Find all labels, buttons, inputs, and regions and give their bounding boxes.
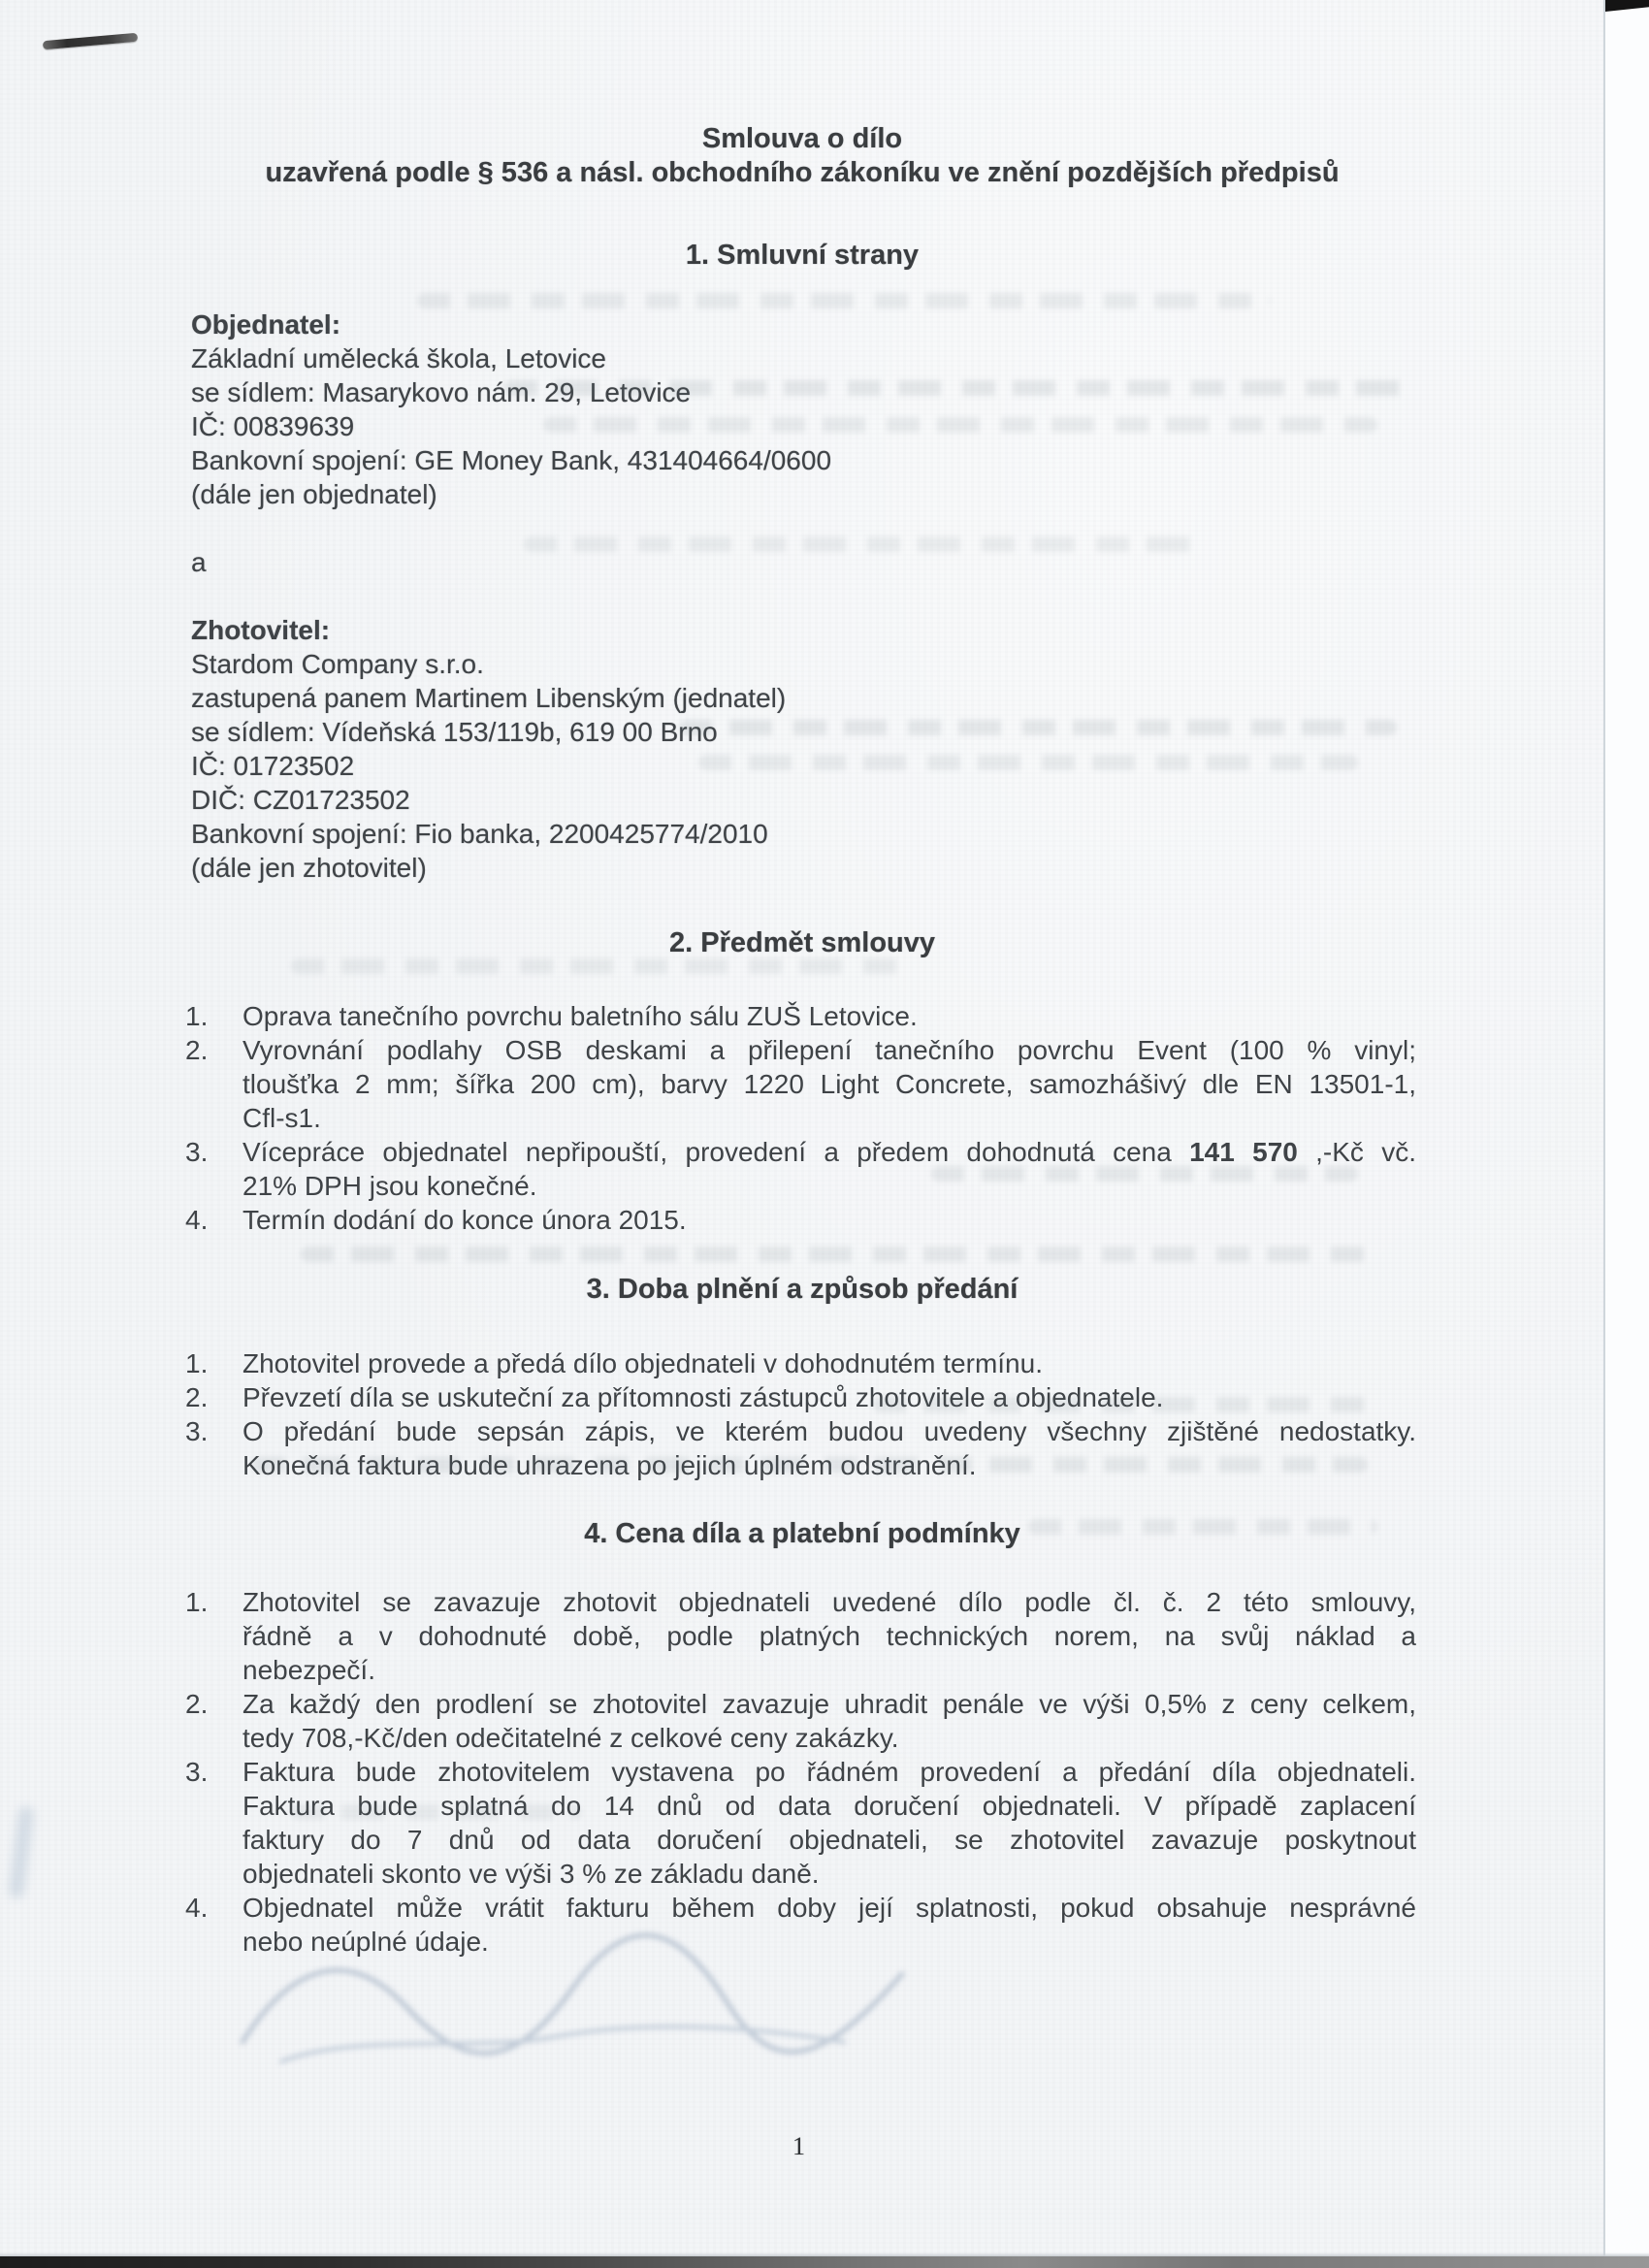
item-number: 3. — [185, 1416, 209, 1446]
section-3-heading: 3. Doba plnění a způsob předání — [586, 1274, 1018, 1305]
item-number: 2. — [185, 1382, 209, 1412]
page-subtitle: uzavřená podle § 536 a násl. obchodního zákoníku ve znění pozdějších předpisů — [265, 157, 1340, 188]
item-text: Za každý den prodlení se zhotovitel zavazuje uhradit penále ve výši 0,5% z ceny celkem, tedy 708,-Kč/den odečitatelné z celkové ceny zakázky. — [242, 1689, 1416, 1753]
bleedthrough-ghost — [417, 293, 1271, 308]
party-line: Základní umělecká škola, Letovice — [191, 343, 606, 373]
objednatel-label: Objednatel: — [191, 309, 341, 340]
item-text: Vícepráce objednatel nepřipouští, provedení a předem dohodnutá cena 141 570 ,-Kč vč. 21% DPH jsou konečné. — [242, 1137, 1416, 1201]
page-edge-line — [1603, 0, 1605, 2268]
section-4-list — [185, 1585, 1416, 1959]
item-number: 2. — [185, 1035, 209, 1065]
item-number: 4. — [185, 1893, 209, 1923]
item-number: 3. — [185, 1137, 209, 1167]
item-text: Faktura bude zhotovitelem vystavena po řádném provedení a předání díla objednateli. Faktura bude splatná do 14 dnů od data doručení objednateli. V případě zaplacení faktury do 7 dnů od data doručení objednateli, se zhotovitel zavazuje poskytnout objednateli skonto ve výši 3 % ze základu daně. — [242, 1757, 1416, 1889]
item-text: Oprava tanečního povrchu baletního sálu ZUŠ Letovice. — [242, 1001, 918, 1031]
list-item — [185, 1585, 1416, 1687]
item-number: 1. — [185, 1348, 209, 1378]
party-line: IČ: 01723502 — [191, 751, 355, 781]
item-text: Objednatel může vrátit fakturu během doby její splatnosti, pokud obsahuje nesprávné nebo neúplné údaje. — [242, 1893, 1416, 1957]
party-line: IČ: 00839639 — [191, 411, 355, 441]
bleedthrough-ghost — [679, 720, 1397, 735]
price-value: 141 570 — [1189, 1137, 1298, 1167]
item-number: 1. — [185, 1001, 209, 1031]
bleedthrough-ghost — [524, 536, 1203, 552]
item-number: 3. — [185, 1757, 209, 1787]
party-line: DIČ: CZ01723502 — [191, 785, 410, 815]
party-line: Bankovní spojení: GE Money Bank, 431404664/0600 — [191, 445, 832, 475]
bleedthrough-ghost — [252, 1457, 1368, 1473]
party-line: (dále jen objednatel) — [191, 479, 437, 509]
bleedthrough-ghost — [698, 755, 1358, 770]
scan-smudge — [8, 1805, 34, 1898]
section-4-heading: 4. Cena díla a platební podmínky — [584, 1518, 1020, 1549]
item-number: 4. — [185, 1205, 209, 1235]
objednatel-block — [191, 308, 831, 511]
item-text: O předání bude sepsán zápis, ve kterém budou uvedeny všechny zjištěné nedostatky. Konečná faktura bude uhrazena po jejich úplném odstranění. — [242, 1416, 1416, 1480]
section-2-heading: 2. Předmět smlouvy — [669, 927, 935, 958]
bleedthrough-ghost — [291, 1804, 582, 1820]
item-number: 2. — [185, 1689, 209, 1719]
bleedthrough-ghost — [1028, 1519, 1377, 1535]
bleedthrough-ghost — [301, 1247, 1368, 1262]
bleedthrough-ghost — [543, 417, 1377, 433]
party-line: se sídlem: Vídeňská 153/119b, 619 00 Brno — [191, 717, 718, 747]
party-line: se sídlem: Masarykovo nám. 29, Letovice — [191, 377, 692, 407]
pen-mark — [43, 33, 138, 50]
list-item — [185, 1687, 1416, 1755]
scan-bottom-edge — [0, 2256, 1649, 2268]
item-text: Termín dodání do konce února 2015. — [242, 1205, 687, 1235]
party-line: (dále jen zhotovitel) — [191, 853, 427, 883]
item-number: 1. — [185, 1587, 209, 1617]
zhotovitel-block — [191, 613, 786, 885]
section-2-list — [185, 999, 1416, 1237]
party-line: Stardom Company s.r.o. — [191, 649, 484, 679]
zhotovitel-label: Zhotovitel: — [191, 615, 331, 645]
item-text: Zhotovitel provede a předá dílo objednateli v dohodnutém termínu. — [242, 1348, 1043, 1378]
list-item — [185, 1203, 1416, 1237]
scanner-backing — [1604, 0, 1649, 2268]
signature-bleedthrough — [223, 1906, 922, 2081]
party-line: Bankovní spojení: Fio banka, 2200425774/2010 — [191, 819, 768, 849]
item-text: Převzetí díla se uskuteční za přítomnosti zástupců zhotovitele a objednatele. — [242, 1382, 1164, 1412]
title-block — [191, 122, 1413, 190]
bleedthrough-ghost — [931, 1166, 1358, 1182]
conjunction: a — [191, 547, 207, 577]
section-1-heading: 1. Smluvní strany — [685, 240, 920, 271]
list-item — [185, 1346, 1416, 1380]
bleedthrough-ghost — [504, 380, 1406, 396]
bleedthrough-ghost — [873, 1397, 1377, 1412]
item-text: Zhotovitel se zavazuje zhotovit objednateli uvedené dílo podle čl. č. 2 této smlouvy, řádně a v dohodnuté době, podle platných technických norem, na svůj náklad a nebezpečí. — [242, 1587, 1416, 1685]
list-item — [185, 999, 1416, 1033]
page-number: 1 — [792, 2132, 805, 2160]
party-line: zastupená panem Martinem Libenským (jednatel) — [191, 683, 787, 713]
list-item — [185, 1033, 1416, 1135]
item-text: Vyrovnání podlahy OSB deskami a přilepení tanečního povrchu Event (100 % vinyl; tloušťka 2 mm; šířka 200 cm), barvy 1220 Light Concrete, samozhášivý dle EN 13501-1, Cfl-s1. — [242, 1035, 1416, 1133]
bleedthrough-ghost — [291, 958, 912, 974]
page-title: Smlouva o dílo — [701, 123, 903, 154]
list-item — [185, 1755, 1416, 1891]
